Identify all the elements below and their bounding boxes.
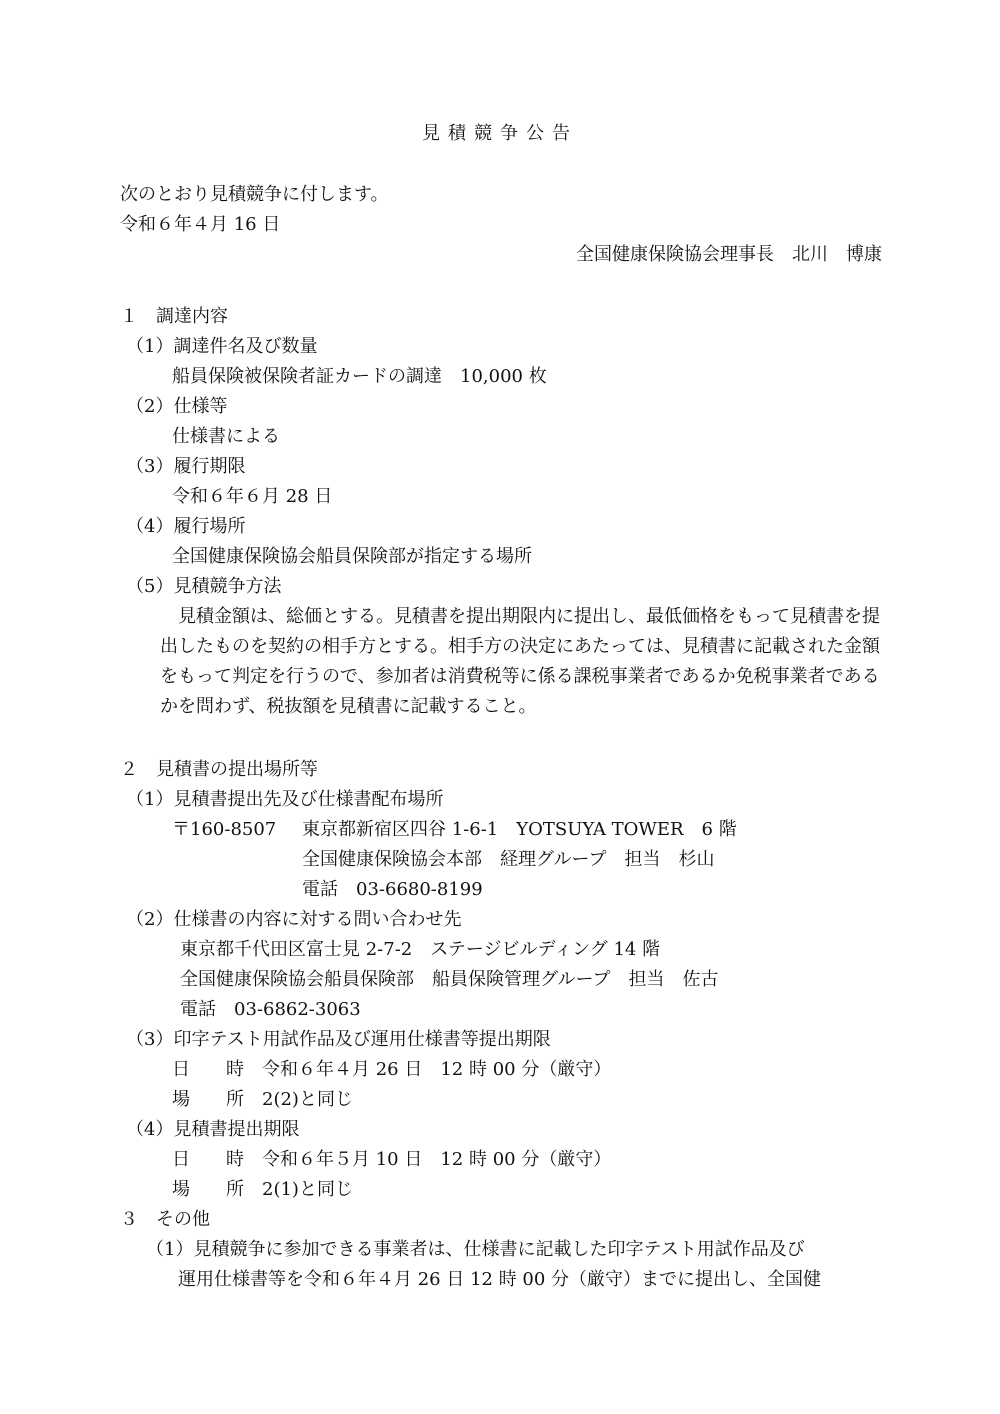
item-3-1-line-1: （1）見積競争に参加できる事業者は、仕様書に記載した印字テスト用試作品及び xyxy=(146,1239,805,1260)
item-1-4-value: 全国健康保険協会船員保険部が指定する場所 xyxy=(172,546,532,567)
item-2-4-label: （4）見積書提出期限 xyxy=(126,1119,300,1140)
item-1-1-value: 船員保険被保険者証カードの調達 10,000 枚 xyxy=(172,366,547,387)
item-1-2-value: 仕様書による xyxy=(172,426,280,447)
section-2-heading: ２ 見積書の提出場所等 xyxy=(120,759,318,780)
submission-phone: 電話 03-6680-8199 xyxy=(302,879,483,900)
inquiry-department: 全国健康保険協会船員保険部 船員保険管理グループ 担当 佐古 xyxy=(180,969,719,990)
item-2-4-place: 場 所 2(1)と同じ xyxy=(172,1179,353,1200)
item-2-1-label: （1）見積書提出先及び仕様書配布場所 xyxy=(126,789,444,810)
item-1-5-paragraph: 見積金額は、総価とする。見積書を提出期限内に提出し、最低価格をもって見積書を提出したものを契約の相手方とする。相手方の決定にあたっては、見積書に記載された金額をもって判定を行うので、参加者は消費税等に係る課税事業者であるか免税事業者であるかを問わず、税抜額を見積書に記載すること。 xyxy=(160,606,880,717)
issuer-name: 全国健康保険協会理事長 北川 博康 xyxy=(576,244,882,265)
item-2-2-label: （2）仕様書の内容に対する問い合わせ先 xyxy=(126,909,462,930)
item-1-1-label: （1）調達件名及び数量 xyxy=(126,336,318,357)
item-2-3-label: （3）印字テスト用試作品及び運用仕様書等提出期限 xyxy=(126,1029,551,1050)
item-1-3-value: 令和６年６月 28 日 xyxy=(172,486,333,507)
section-3-heading: ３ その他 xyxy=(120,1209,210,1230)
item-1-4-label: （4）履行場所 xyxy=(126,516,246,537)
item-1-5-label: （5）見積競争方法 xyxy=(126,576,282,597)
intro-text: 次のとおり見積競争に付します。 xyxy=(120,184,389,205)
postal-code: 〒160-8507 xyxy=(172,819,277,840)
item-2-3-place: 場 所 2(2)と同じ xyxy=(172,1089,353,1110)
item-2-4-datetime: 日 時 令和６年５月 10 日 12 時 00 分（厳守） xyxy=(172,1149,612,1170)
item-3-1-line-2: 運用仕様書等を令和６年４月 26 日 12 時 00 分（厳守）までに提出し、全国健 xyxy=(178,1269,822,1290)
document-title: 見積競争公告 xyxy=(422,123,578,144)
item-1-2-label: （2）仕様等 xyxy=(126,396,228,417)
inquiry-phone: 電話 03-6862-3063 xyxy=(180,999,361,1020)
item-1-3-label: （3）履行期限 xyxy=(126,456,246,477)
submission-address: 東京都新宿区四谷 1-6-1 YOTSUYA TOWER 6 階 xyxy=(302,819,737,840)
section-1-heading: １ 調達内容 xyxy=(120,306,228,327)
announcement-date: 令和６年４月 16 日 xyxy=(120,214,281,235)
inquiry-address: 東京都千代田区富士見 2-7-2 ステージビルディング 14 階 xyxy=(180,939,661,960)
submission-department: 全国健康保険協会本部 経理グループ 担当 杉山 xyxy=(302,849,715,870)
item-2-3-datetime: 日 時 令和６年４月 26 日 12 時 00 分（厳守） xyxy=(172,1059,612,1080)
